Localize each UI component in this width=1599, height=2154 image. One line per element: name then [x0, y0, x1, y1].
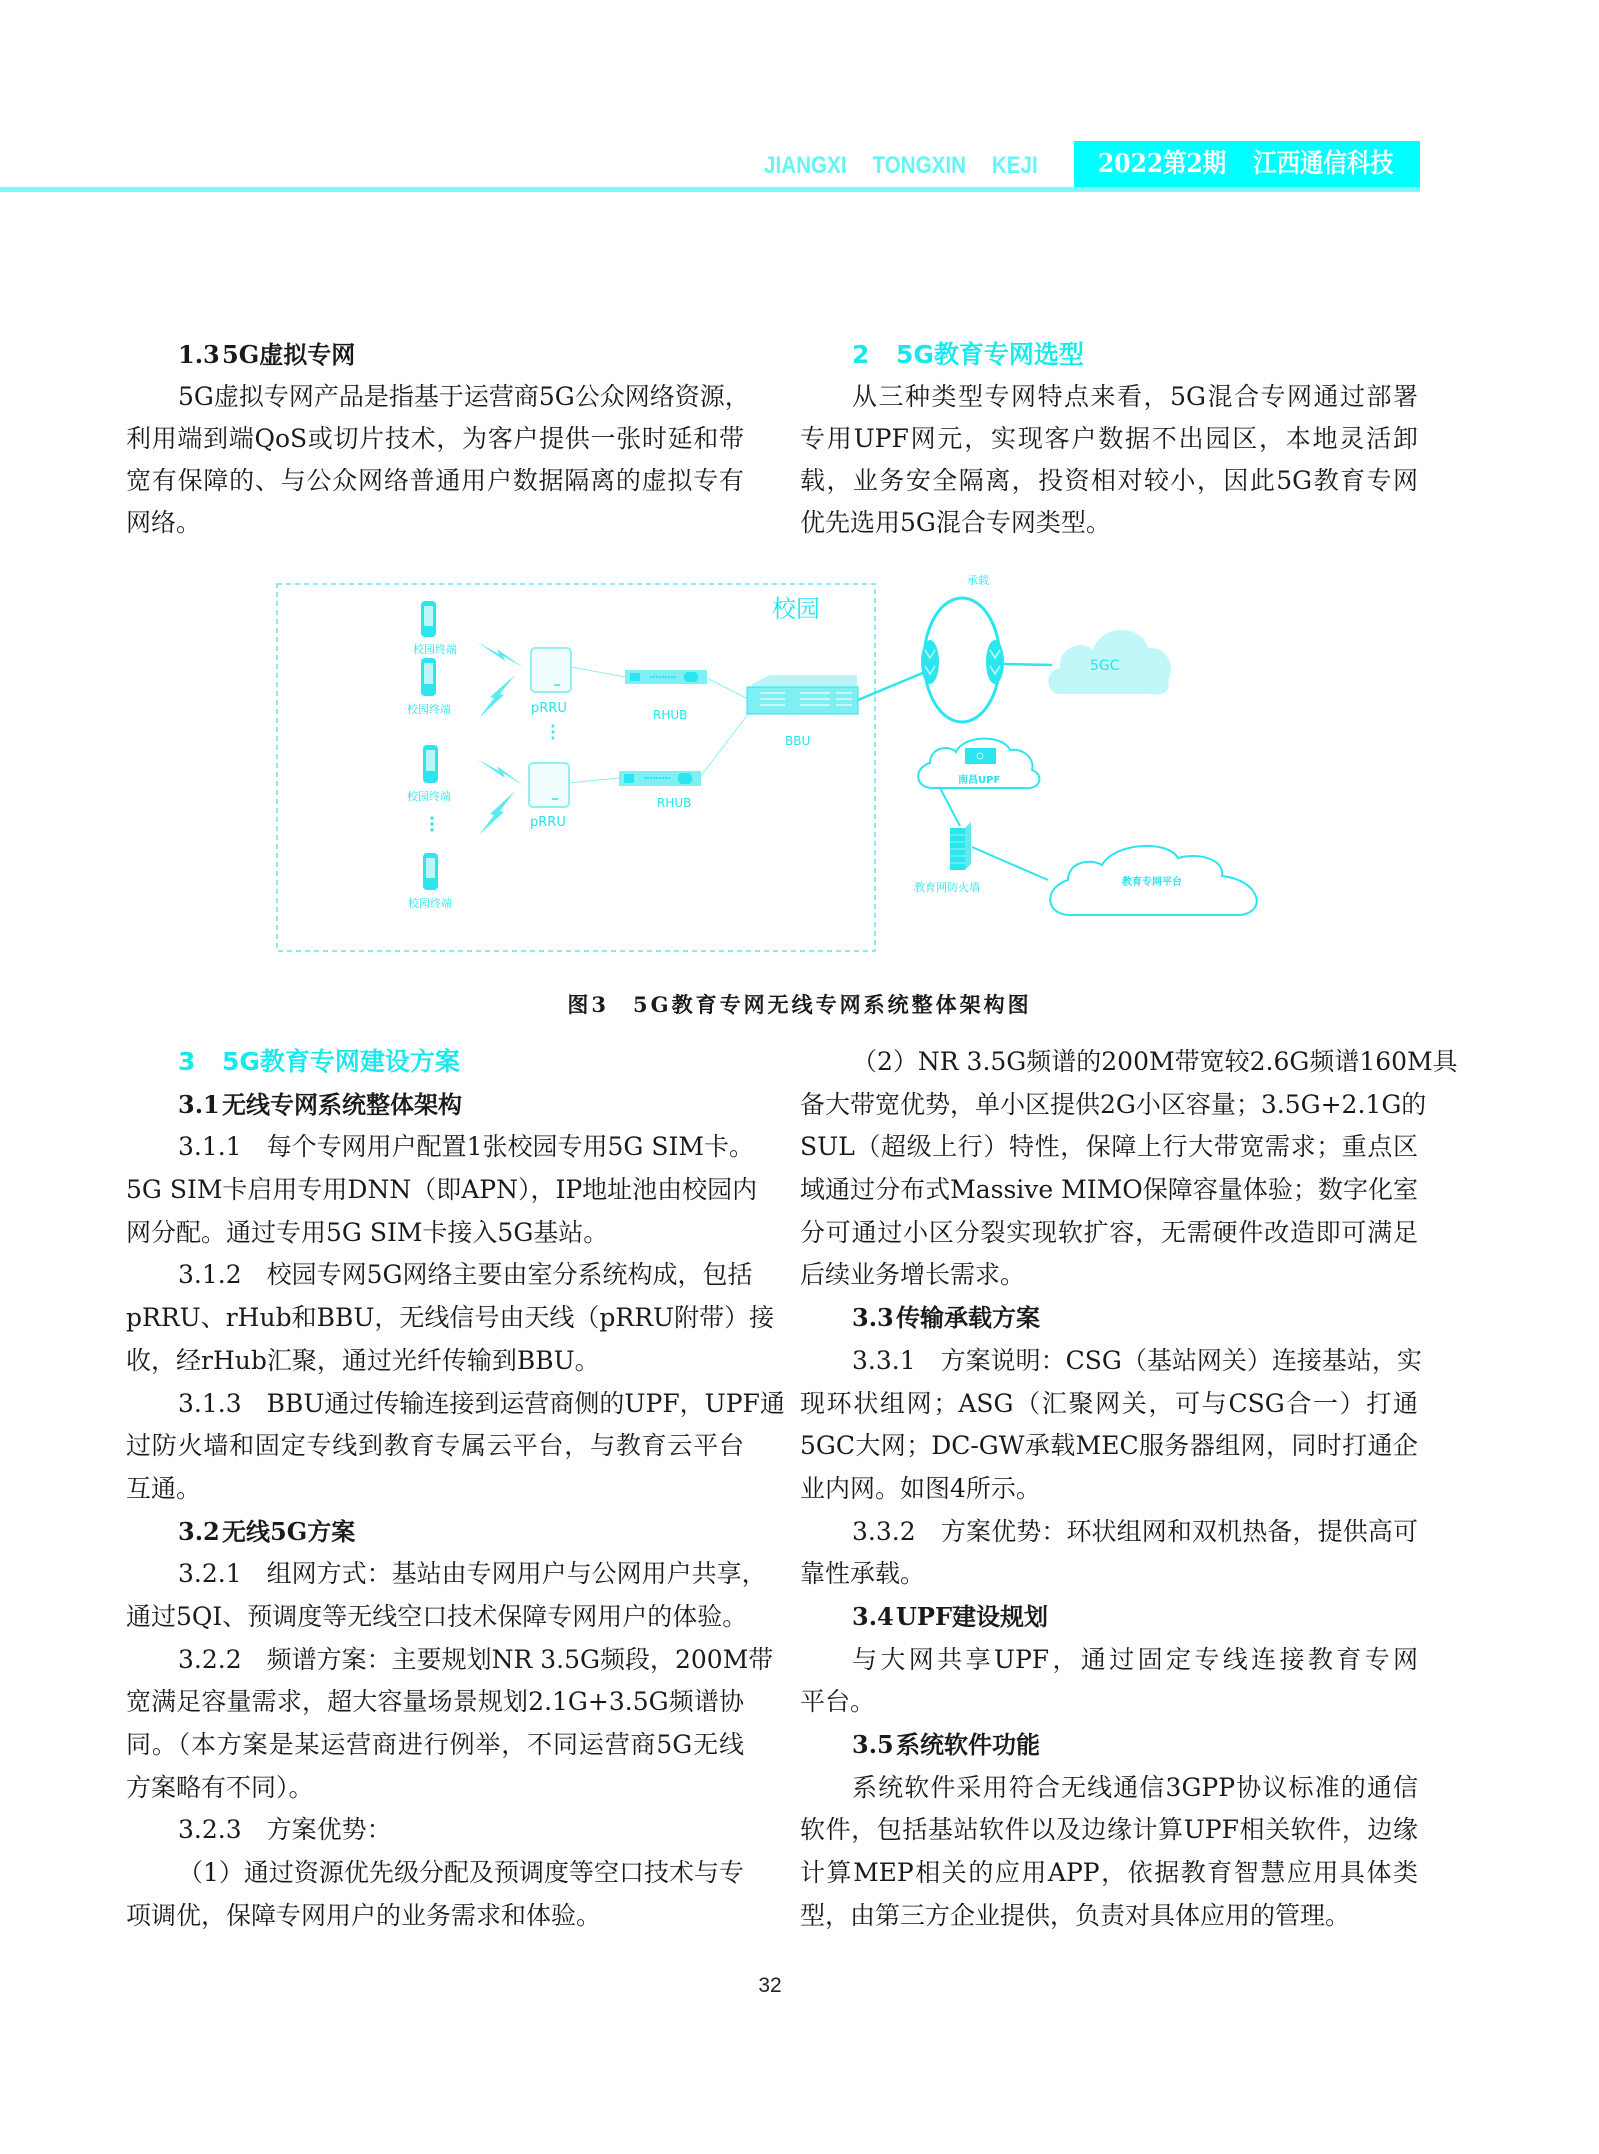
- firewall-icon: [950, 822, 971, 870]
- section-number: 1.3: [178, 340, 220, 369]
- phone-icon: [423, 853, 438, 890]
- issue-banner: [1074, 141, 1420, 188]
- prru-device-icon: [529, 763, 569, 807]
- paragraph-line: 平台。: [800, 1687, 876, 1717]
- upf-label: 南昌UPF: [958, 775, 1001, 786]
- paragraph-line: 优先选用5G混合专网类型。: [800, 508, 1111, 537]
- prru-label: pRRU: [530, 815, 566, 830]
- bbu-uplink: [858, 672, 925, 700]
- terminal-label: 校园终端: [408, 897, 452, 910]
- section-title: 无线专网系统整体架构: [222, 1089, 462, 1119]
- section-heading: [800, 334, 1418, 376]
- paragraph-line: 通过5QI、预调度等无线空口技术保障专网用户的体验。: [126, 1601, 748, 1631]
- campus-label: 校园: [772, 595, 820, 623]
- subsection-heading: [800, 1596, 1418, 1639]
- paragraph-line: 软件，包括基站软件以及边缘计算UPF相关软件，边缘: [800, 1815, 1418, 1845]
- router-icon: [921, 640, 939, 684]
- section-1-3: [126, 334, 750, 544]
- subsection-heading: [800, 1297, 1418, 1340]
- paragraph-line: （1）通过资源优先级分配及预调度等空口技术与专: [178, 1858, 744, 1888]
- paragraph-line: 收，经rHub汇聚，通过光纤传输到BBU。: [126, 1345, 600, 1375]
- journal-name-english: [764, 146, 1064, 186]
- journal-name-chinese: 江西通信科技: [1253, 149, 1394, 179]
- paragraph-line: SUL（超级上行）特性，保障上行大带宽需求；重点区: [800, 1132, 1418, 1162]
- section-title: 5G虚拟专网: [222, 340, 356, 369]
- bbu-device-icon: [747, 675, 858, 714]
- journal-en-word: KEJI: [991, 152, 1038, 179]
- paragraph-line: 系统软件采用符合无线通信3GPP协议标准的通信: [852, 1772, 1418, 1802]
- section-title: 无线5G方案: [222, 1516, 356, 1546]
- paragraph-line: 互通。: [126, 1473, 202, 1503]
- paragraph-line: 3.3.1 方案说明：CSG（基站网关）连接基站，实: [852, 1345, 1422, 1375]
- paragraph-line: 宽有保障的、与公众网络普通用户数据隔离的虚拟专有: [126, 466, 744, 495]
- rhub-device-icon: [625, 670, 707, 684]
- wireless-link-icon: [477, 642, 524, 835]
- paragraph-line: 同。（本方案是某运营商进行例举，不同运营商5G无线: [126, 1730, 744, 1759]
- journal-en-word: JIANGXI: [764, 152, 847, 179]
- subsection-heading: [800, 1724, 1418, 1767]
- upf-firewall-link: [940, 788, 960, 826]
- figure-caption: [0, 985, 1599, 1025]
- paragraph-line: （2）NR 3.5G频谱的200M带宽较2.6G频谱160M具: [852, 1047, 1458, 1076]
- paragraph-line: 方案略有不同）。: [126, 1772, 314, 1802]
- terminal-label: 校园终端: [407, 703, 451, 716]
- router-icon: [986, 640, 1004, 684]
- section-number: 3: [178, 1047, 196, 1076]
- section-2: [800, 334, 1418, 544]
- paragraph-line: 从三种类型专网特点来看，5G混合专网通过部署: [852, 382, 1418, 411]
- journal-en-word: TONGXIN: [872, 152, 967, 179]
- architecture-diagram: [270, 560, 1280, 960]
- paragraph-line: pRRU、rHub和BBU，无线信号由天线（pRRU附带）接: [126, 1303, 775, 1333]
- paragraph-line: 与大网共享UPF，通过固定专线连接教育专网: [852, 1644, 1418, 1674]
- terminal-label: 校园终端: [407, 790, 451, 803]
- paragraph-line: 后续业务增长需求。: [800, 1260, 1026, 1290]
- section-title: 5G教育专网建设方案: [222, 1047, 460, 1076]
- paragraph-line: 宽满足容量需求，超大容量场景规划2.1G+3.5G频谱协: [126, 1687, 744, 1717]
- section-heading: [126, 1041, 744, 1084]
- paragraph-line: 业内网。如图4所示。: [800, 1473, 1041, 1503]
- header-rule: [0, 187, 1420, 192]
- terminal-label: 校园终端: [413, 643, 457, 656]
- paragraph-line: 3.1.1 每个专网用户配置1张校园专用5G SIM卡。: [178, 1132, 754, 1162]
- right-column: [800, 1041, 1458, 1937]
- campus-boundary: [277, 584, 875, 951]
- section-number: 3.1: [178, 1089, 220, 1119]
- paragraph-line: 专用UPF网元，实现客户数据不出园区，本地灵活卸: [800, 424, 1418, 453]
- section-heading: [126, 334, 744, 376]
- section-number: 2: [852, 340, 870, 369]
- paragraph-line: 网分配。通过专用5G SIM卡接入5G基站。: [126, 1217, 609, 1247]
- ellipsis-dots: [552, 725, 555, 740]
- rhub-device-icon: [619, 771, 701, 786]
- bearer-label: 承载: [967, 574, 989, 587]
- paragraph-line: 5G SIM卡启用专用DNN（即APN），IP地址池由校园内: [126, 1175, 758, 1205]
- paragraph-line: 5G虚拟专网产品是指基于运营商5G公众网络资源，: [178, 382, 750, 411]
- paragraph-line: 型，由第三方企业提供，负责对具体应用的管理。: [800, 1900, 1351, 1930]
- paragraph-line: 计算MEP相关的应用APP，依据教育智慧应用具体类: [800, 1858, 1418, 1888]
- paragraph-line: 3.1.3 BBU通过传输连接到运营商侧的UPF，UPF通: [178, 1388, 785, 1418]
- prru-label: pRRU: [531, 701, 567, 716]
- section-number: 3.5: [852, 1730, 894, 1759]
- section-number: 3.2: [178, 1516, 220, 1546]
- left-column: [126, 1041, 785, 1937]
- phone-icon: [423, 745, 438, 783]
- paragraph-line: 过防火墙和固定专线到教育专属云平台，与教育云平台: [126, 1431, 744, 1461]
- paragraph-line: 利用端到端QoS或切片技术，为客户提供一张时延和带: [126, 424, 744, 453]
- prru-device-icon: [531, 648, 571, 692]
- section-number: 3.3: [852, 1303, 894, 1333]
- paragraph-line: 项调优，保障专网用户的业务需求和体验。: [126, 1900, 602, 1930]
- section-number: 3.4: [852, 1601, 894, 1631]
- platform-label: 教育专网平台: [1122, 877, 1182, 888]
- issue-label: 2022第2期: [1098, 149, 1227, 179]
- firewall-label: 教育网防火墙: [914, 881, 980, 894]
- bbu-label: BBU: [785, 734, 811, 748]
- figure-number: 图3: [567, 992, 610, 1017]
- page-number: 32: [758, 1974, 782, 1997]
- ellipsis-dots: [430, 816, 433, 831]
- section-title: 系统软件功能: [896, 1730, 1040, 1759]
- subsection-heading: [126, 1511, 744, 1554]
- phone-icon: [421, 601, 436, 637]
- section-title: 传输承载方案: [896, 1303, 1040, 1333]
- paragraph-line: 分可通过小区分裂实现软扩容，无需硬件改造即可满足: [800, 1217, 1418, 1247]
- paragraph-line: 3.2.1 组网方式：基站由专网用户与公网用户共享，: [178, 1559, 767, 1589]
- core-link: [1004, 664, 1052, 665]
- paragraph-line: 备大带宽优势，单小区提供2G小区容量；3.5G+2.1G的: [800, 1089, 1427, 1119]
- 5gc-label: 5GC: [1090, 658, 1120, 674]
- section-title: 5G教育专网选型: [896, 340, 1084, 369]
- paragraph-line: 现环状组网；ASG（汇聚网关，可与CSG合一）打通: [800, 1388, 1418, 1418]
- fiber-links: [569, 667, 752, 783]
- section-title: UPF建设规划: [896, 1601, 1049, 1631]
- paragraph-line: 靠性承载。: [800, 1559, 926, 1589]
- rhub-label: RHUB: [653, 708, 688, 722]
- paragraph-line: 3.1.2 校园专网5G网络主要由室分系统构成，包括: [178, 1260, 753, 1290]
- upf-server-icon: [965, 748, 996, 764]
- subsection-heading: [126, 1084, 744, 1127]
- paragraph-line: 3.2.3 方案优势：: [178, 1815, 392, 1845]
- paragraph-line: 载，业务安全隔离，投资相对较小，因此5G教育专网: [800, 466, 1418, 495]
- paragraph-line: 域通过分布式Massive MIMO保障容量体验；数字化室: [800, 1175, 1418, 1205]
- paragraph-line: 网络。: [126, 508, 202, 537]
- rhub-label: RHUB: [657, 796, 692, 810]
- figure-title: 5G教育专网无线专网系统整体架构图: [633, 992, 1032, 1017]
- paragraph-line: 5GC大网；DC-GW承载MEC服务器组网，同时打通企: [800, 1431, 1418, 1461]
- paragraph-line: 3.3.2 方案优势：环状组网和双机热备，提供高可: [852, 1516, 1418, 1546]
- firewall-platform-link: [972, 847, 1048, 880]
- phone-icon: [421, 658, 436, 696]
- paragraph-line: 3.2.2 频谱方案：主要规划NR 3.5G频段，200M带: [178, 1644, 774, 1674]
